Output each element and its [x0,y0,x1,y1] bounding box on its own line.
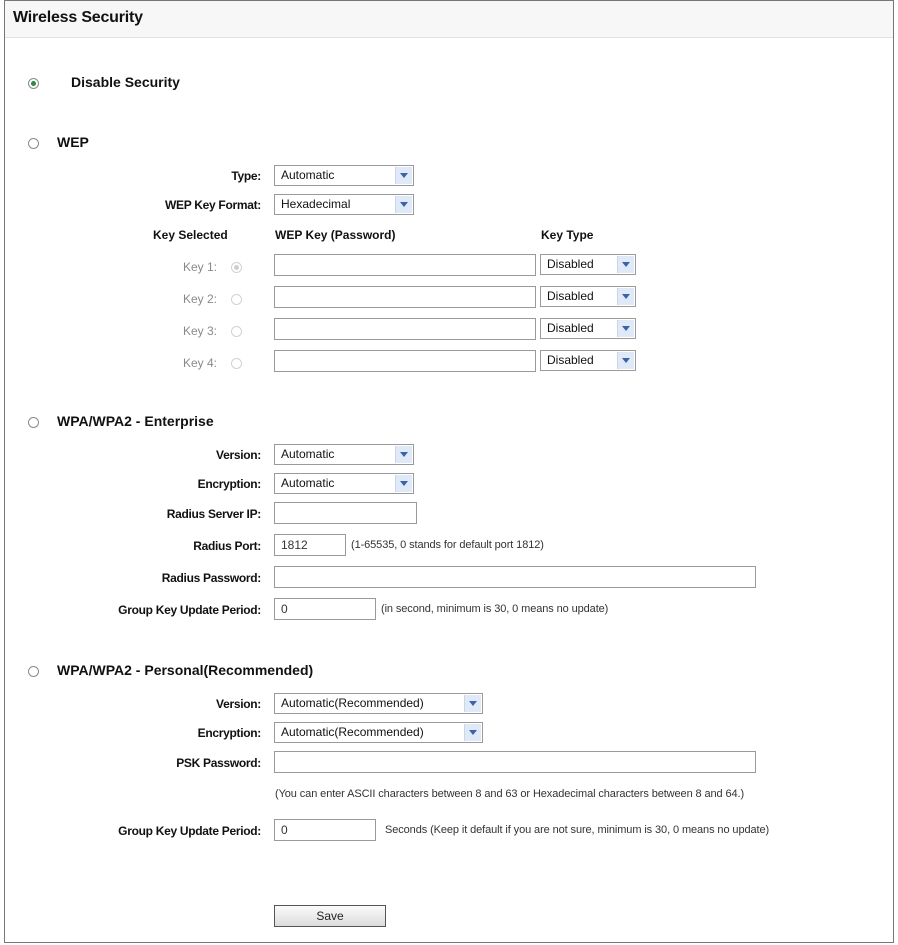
key-3-input[interactable] [274,318,536,340]
psk-password-label: PSK Password: [176,756,261,770]
enterprise-version-select[interactable] [274,444,414,465]
chevron-down-icon [617,352,634,369]
chevron-down-icon [617,288,634,305]
key-3-label: Key 3: [182,324,217,338]
radius-port-label: Radius Port: [193,539,261,553]
key-2-type-value: Disabled [547,289,594,303]
radius-server-ip-label: Radius Server IP: [166,507,261,521]
wep-type-label: Type: [231,169,261,183]
key-3-type-value: Disabled [547,321,594,335]
radius-password-label: Radius Password: [161,571,261,585]
save-button[interactable]: Save [274,905,386,927]
personal-encryption-label: Encryption: [197,726,261,740]
chevron-down-icon [464,724,481,741]
wep-type-value: Automatic [281,168,335,182]
wep-key-format-select[interactable] [274,194,414,215]
key-2-type-select[interactable] [540,286,636,307]
chevron-down-icon [395,196,412,213]
chevron-down-icon [395,446,412,463]
chevron-down-icon [395,475,412,492]
enterprise-group-key-hint: (in second, minimum is 30, 0 means no update) [381,603,609,615]
wep-label: WEP [57,134,89,150]
enterprise-encryption-label: Encryption: [197,477,261,491]
key-1-radio[interactable] [231,262,242,273]
personal-version-label: Version: [216,697,261,711]
enterprise-version-label: Version: [216,448,261,462]
enterprise-group-key-label: Group Key Update Period: [118,603,261,617]
wep-type-select[interactable] [274,165,414,186]
enterprise-encryption-value: Automatic [281,476,335,490]
wireless-security-panel [4,0,894,943]
wpa-enterprise-radio[interactable] [28,417,39,428]
col-key-type: Key Type [541,228,594,242]
key-4-label: Key 4: [182,356,217,370]
key-1-label: Key 1: [182,260,217,274]
col-key-selected: Key Selected [153,228,228,242]
enterprise-version-value: Automatic [281,447,335,461]
key-2-label: Key 2: [182,292,217,306]
chevron-down-icon [617,320,634,337]
radius-server-ip-input[interactable] [274,502,417,524]
personal-version-select[interactable] [274,693,483,714]
psk-password-input[interactable] [274,751,756,773]
chevron-down-icon [395,167,412,184]
key-2-input[interactable] [274,286,536,308]
wep-key-format-value: Hexadecimal [281,197,351,211]
disable-security-label: Disable Security [71,74,180,90]
chevron-down-icon [464,695,481,712]
key-3-type-select[interactable] [540,318,636,339]
key-4-input[interactable] [274,350,536,372]
psk-password-hint: (You can enter ASCII characters between 8 and 63 or Hexadecimal characters between 8 and 64.) [275,788,745,800]
wpa-enterprise-label: WPA/WPA2 - Enterprise [57,413,214,429]
col-wep-key: WEP Key (Password) [275,228,396,242]
personal-encryption-value: Automatic(Recommended) [281,725,424,739]
radius-port-hint: (1-65535, 0 stands for default port 1812) [351,539,544,551]
personal-group-key-hint: Seconds (Keep it default if you are not sure, minimum is 30, 0 means no update) [385,824,770,836]
key-1-type-value: Disabled [547,257,594,271]
key-4-type-value: Disabled [547,353,594,367]
wpa-personal-label: WPA/WPA2 - Personal(Recommended) [57,662,314,678]
radius-password-input[interactable] [274,566,756,588]
key-3-radio[interactable] [231,326,242,337]
personal-group-key-label: Group Key Update Period: [118,824,261,838]
page-title: Wireless Security [13,9,143,26]
personal-version-value: Automatic(Recommended) [281,696,424,710]
wpa-personal-radio[interactable] [28,666,39,677]
wep-radio[interactable] [28,138,39,149]
key-4-type-select[interactable] [540,350,636,371]
radius-port-input[interactable] [274,534,346,556]
key-2-radio[interactable] [231,294,242,305]
title-bar [5,1,893,38]
key-4-radio[interactable] [231,358,242,369]
wep-key-format-label: WEP Key Format: [165,198,261,212]
enterprise-encryption-select[interactable] [274,473,414,494]
personal-group-key-input[interactable] [274,819,376,841]
chevron-down-icon [617,256,634,273]
key-1-type-select[interactable] [540,254,636,275]
key-1-input[interactable] [274,254,536,276]
disable-security-radio[interactable] [28,78,39,89]
personal-encryption-select[interactable] [274,722,483,743]
enterprise-group-key-input[interactable] [274,598,376,620]
